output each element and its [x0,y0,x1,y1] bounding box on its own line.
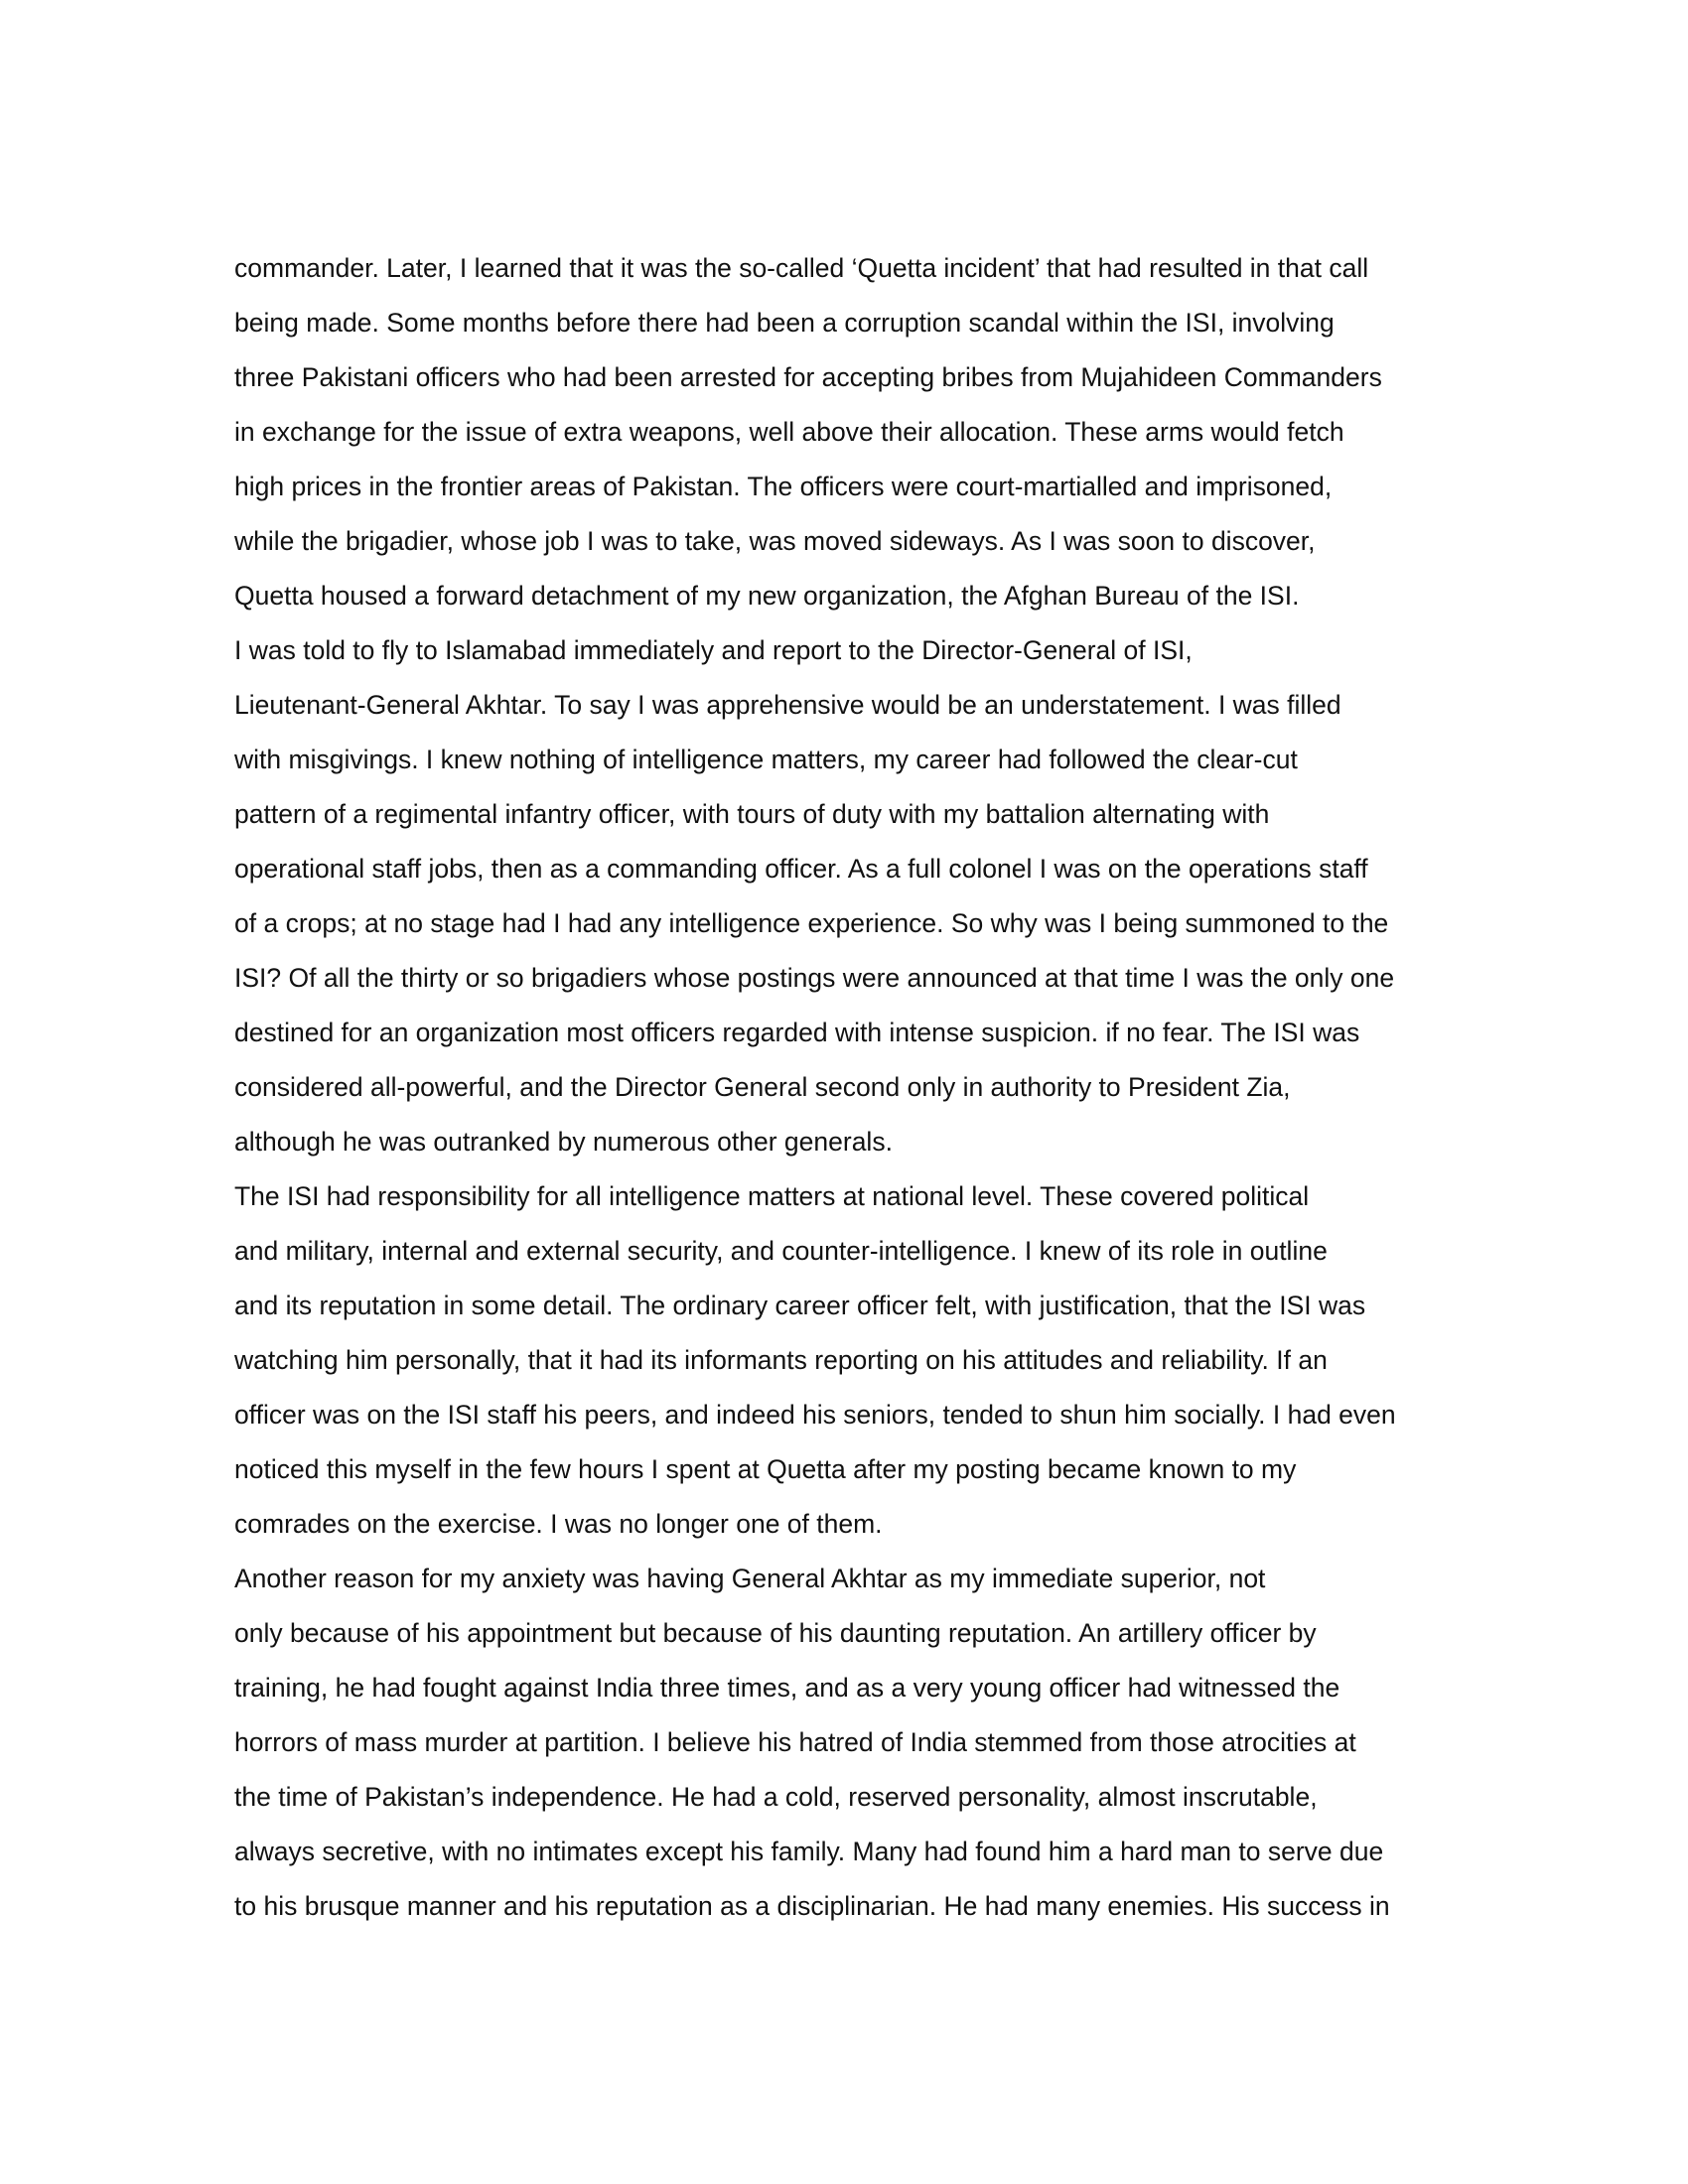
text-line: the time of Pakistan’s independence. He had a cold, reserved personality, almost inscrutable, [234,1782,1318,1812]
text-line: Another reason for my anxiety was having General Akhtar as my immediate superior, not [234,1564,1266,1593]
text-line: of a crops; at no stage had I had any intelligence experience. So why was I being summoned to the [234,908,1389,938]
text-line: noticed this myself in the few hours I spent at Quetta after my posting became known to my [234,1454,1297,1484]
text-line: in exchange for the issue of extra weapons, well above their allocation. These arms would fetch [234,417,1344,447]
text-line: destined for an organization most officers regarded with intense suspicion. if no fear. The ISI was [234,1018,1360,1047]
text-line: I was told to fly to Islamabad immediately and report to the Director-General of ISI, [234,635,1193,665]
text-line: comrades on the exercise. I was no longer one of them. [234,1509,883,1539]
text-line: training, he had fought against India three times, and as a very young officer had witnessed the [234,1673,1340,1703]
text-line: always secretive, with no intimates except his family. Many had found him a hard man to serve due [234,1837,1384,1866]
text-line: being made. Some months before there had been a corruption scandal within the ISI, involving [234,308,1335,338]
text-line: ISI? Of all the thirty or so brigadiers whose postings were announced at that time I was the only one [234,963,1395,993]
text-line: horrors of mass murder at partition. I believe his hatred of India stemmed from those atrocities at [234,1727,1356,1757]
text-line: and military, internal and external security, and counter-intelligence. I knew of its role in outline [234,1236,1328,1266]
body-text [234,248,1525,1941]
text-line: three Pakistani officers who had been arrested for accepting bribes from Mujahideen Commanders [234,362,1382,392]
text-line: pattern of a regimental infantry officer, with tours of duty with my battalion alternating with [234,799,1270,829]
text-line: considered all-powerful, and the Director General second only in authority to President Zia, [234,1072,1291,1102]
text-line: commander. Later, I learned that it was the so-called ‘Quetta incident’ that had resulted in that call [234,253,1369,283]
text-line: and its reputation in some detail. The ordinary career officer felt, with justification, that the ISI was [234,1291,1366,1320]
text-line: Lieutenant-General Akhtar. To say I was apprehensive would be an understatement. I was filled [234,690,1341,720]
text-line: only because of his appointment but because of his daunting reputation. An artillery officer by [234,1618,1317,1648]
text-line: Quetta housed a forward detachment of my new organization, the Afghan Bureau of the ISI. [234,581,1300,611]
text-line: watching him personally, that it had its informants reporting on his attitudes and reliability. If an [234,1345,1328,1375]
text-line: with misgivings. I knew nothing of intelligence matters, my career had followed the clear-cut [234,745,1298,774]
text-line: operational staff jobs, then as a commanding officer. As a full colonel I was on the operations staff [234,854,1368,884]
text-line: high prices in the frontier areas of Pakistan. The officers were court-martialled and imprisoned, [234,472,1333,501]
text-line: although he was outranked by numerous other generals. [234,1127,893,1157]
text-line: The ISI had responsibility for all intelligence matters at national level. These covered political [234,1181,1310,1211]
text-line: officer was on the ISI staff his peers, and indeed his seniors, tended to shun him socially. I had even [234,1400,1396,1430]
text-line: while the brigadier, whose job I was to take, was moved sideways. As I was soon to discover, [234,526,1316,556]
text-line: to his brusque manner and his reputation as a disciplinarian. He had many enemies. His success in [234,1891,1390,1921]
